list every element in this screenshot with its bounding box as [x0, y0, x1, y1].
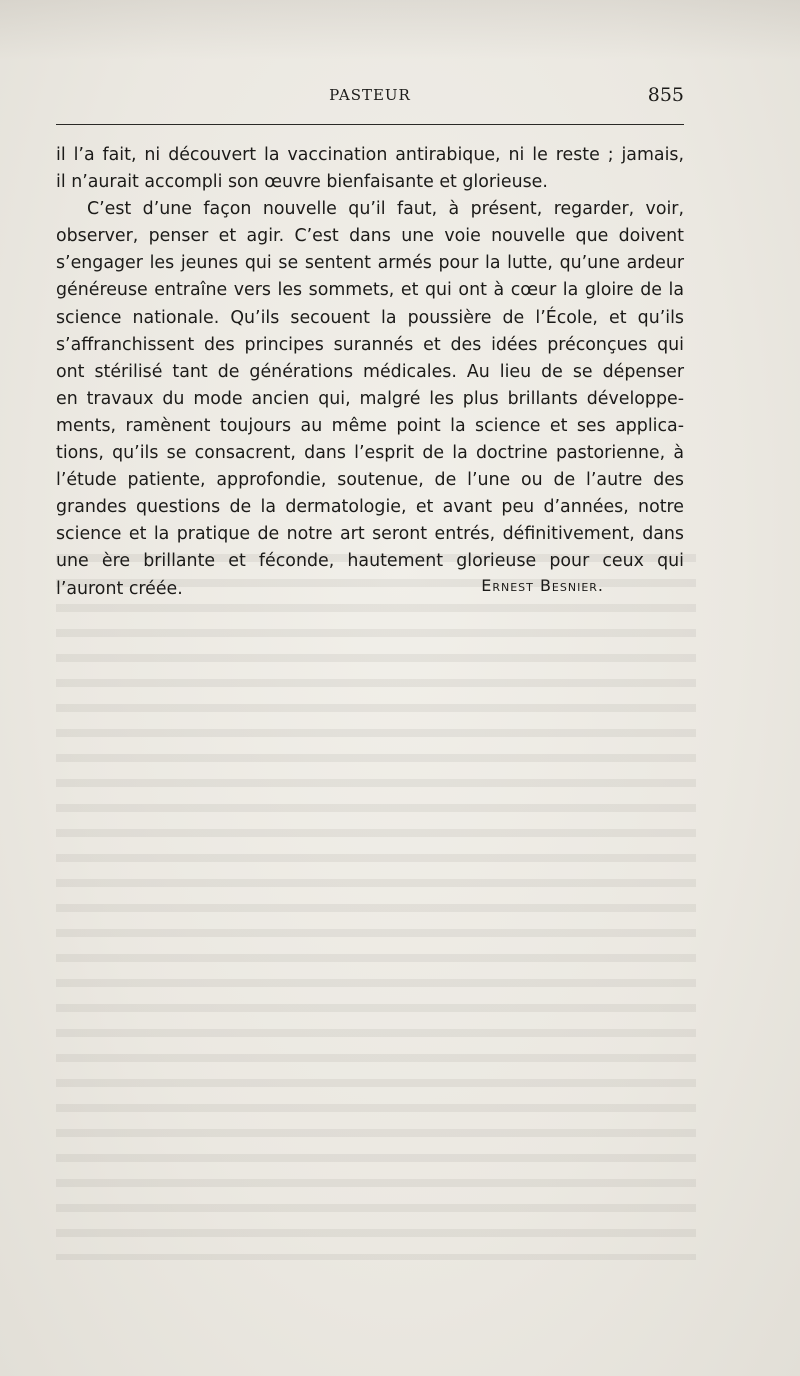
text-line: science et la pratique de notre art seront entrés, définitivement, dans: [56, 524, 684, 545]
text-line: une ère brillante et féconde, hautement glorieuse pour ceux qui: [56, 551, 684, 572]
text-line: il l’a fait, ni découvert la vaccination antirabique, ni le reste ; jamais,: [56, 145, 684, 165]
text-line: tions, qu’ils se consacrent, dans l’esprit de la doctrine pastorienne, à: [56, 443, 684, 464]
text-line: il n’aurait accompli son œuvre bienfaisante et glorieuse.: [56, 172, 548, 193]
page-number: 855: [647, 84, 684, 106]
page-edge-shade: [0, 0, 800, 60]
body-text: [56, 142, 684, 603]
text-line: l’auront créée.: [56, 578, 183, 599]
text-line: grandes questions de la dermatologie, et avant peu d’années, notre: [56, 497, 684, 518]
page-header: [56, 86, 684, 114]
text-line: s’engager les jeunes qui se sentent armés pour la lutte, qu’une ardeur: [56, 253, 684, 274]
text-line: en travaux du mode ancien qui, malgré les plus brillants développe-: [56, 388, 684, 409]
text-line: science nationale. Qu’ils secouent la poussière de l’École, et qu’ils: [56, 307, 684, 328]
text-line: s’affranchissent des principes surannés et des idées préconçues qui: [56, 334, 684, 355]
text-line: C’est d’une façon nouvelle qu’il faut, à présent, regarder, voir,: [87, 199, 684, 220]
author-signature: Ernest Besnier.: [481, 576, 604, 595]
text-line: généreuse entraîne vers les sommets, et qui ont à cœur la gloire de la: [56, 280, 684, 301]
text-line: observer, penser et agir. C’est dans une voie nouvelle que doivent: [56, 226, 684, 247]
bleed-through-texture: [56, 540, 696, 1260]
running-title: PASTEUR: [329, 86, 411, 104]
text-line: l’étude patiente, approfondie, soutenue, de l’une ou de l’autre des: [56, 470, 684, 491]
header-rule: [56, 124, 684, 125]
text-line: ments, ramènent toujours au même point la science et ses applica-: [56, 415, 684, 436]
text-line: ont stérilisé tant de générations médicales. Au lieu de se dépenser: [56, 361, 684, 382]
